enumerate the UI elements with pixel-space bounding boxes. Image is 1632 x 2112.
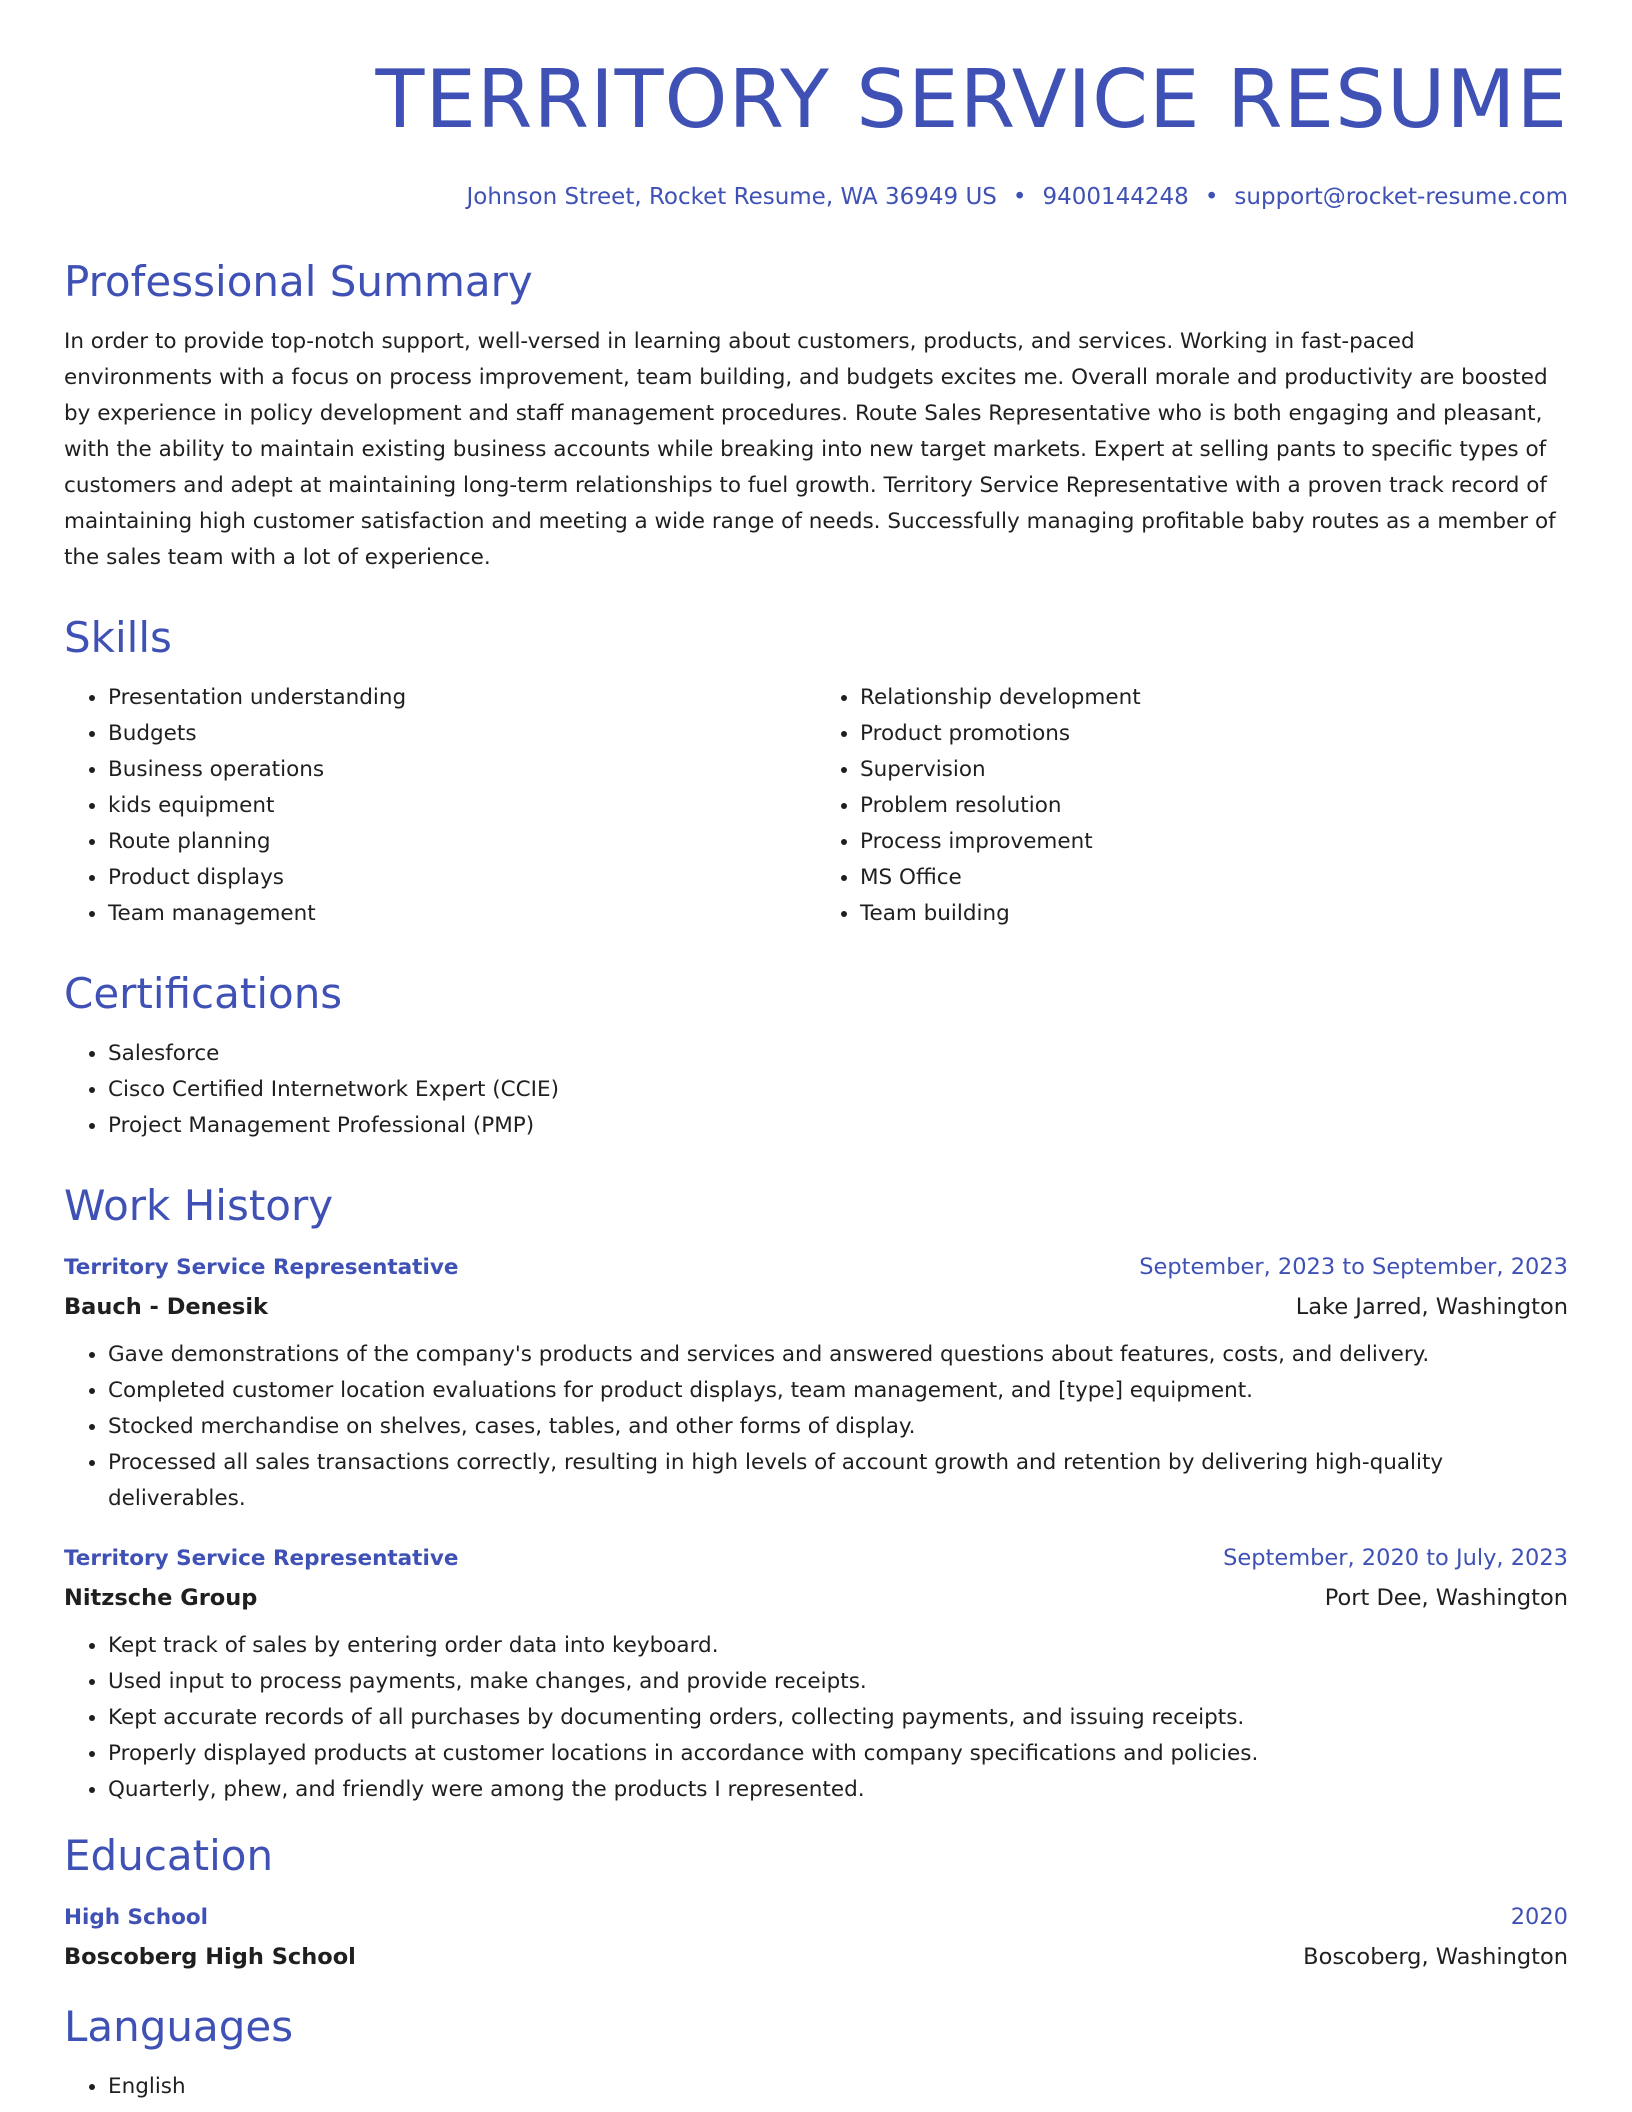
skills-column-left xyxy=(64,680,816,932)
job-bullet: • Stocked merchandise on shelves, cases, tables, and other forms of display. xyxy=(108,1409,1568,1445)
work-history-heading: Work History xyxy=(64,1181,334,1230)
job-bullet: • Processed all sales transactions correctly, resulting in high levels of account growth and retention by delivering high-quality deliverables. xyxy=(108,1445,1568,1517)
summary-text: In order to provide top-notch support, well-versed in learning about customers, products, and services. Working in fast-paced environments with a focus on process improvement, team building, and budgets excites me. Overall morale and productivity are boosted by experience in policy development and staff management procedures. Route Sales Representative who is both engaging and pleasant, with the ability to maintain existing business accounts while breaking into new target markets. Expert at selling pants to specific types of customers and adept at maintaining long-term relationships to fuel growth. Territory Service Representative with a proven track record of maintaining high customer satisfaction and meeting a wide range of needs. Successfully managing profitable baby routes as a member of the sales team with a lot of experience. xyxy=(64,329,1556,570)
skills-list xyxy=(64,680,1568,932)
skill-item: • Relationship development xyxy=(860,680,1568,716)
job-location: Lake Jarred, Washington xyxy=(1295,1294,1568,1320)
job-company: Bauch - Denesik xyxy=(64,1294,268,1320)
job-dates: September, 2020 to July, 2023 xyxy=(1223,1545,1568,1571)
job-bullet: • Kept track of sales by entering order data into keyboard. xyxy=(108,1628,1568,1664)
skill-item: • Process improvement xyxy=(860,824,1568,860)
education-header-row xyxy=(64,1898,1568,1937)
certifications-list xyxy=(64,1036,1568,1144)
language-item: • English xyxy=(108,2069,1568,2105)
contact-address: Johnson Street, Rocket Resume, WA 36949 US xyxy=(466,184,997,210)
certification-item: • Project Management Professional (PMP) xyxy=(108,1108,1568,1144)
contact-line xyxy=(64,182,1568,212)
job-bullet: • Kept accurate records of all purchases by documenting orders, collecting payments, and issuing receipts. xyxy=(108,1700,1568,1736)
skill-item: • Business operations xyxy=(108,752,816,788)
skill-item: • Problem resolution xyxy=(860,788,1568,824)
job-title: Territory Service Representative xyxy=(64,1255,459,1280)
job-bullet: • Used input to process payments, make changes, and provide receipts. xyxy=(108,1664,1568,1700)
education-entry xyxy=(64,1898,1568,1977)
job-company: Nitzsche Group xyxy=(64,1585,258,1611)
skill-item: • MS Office xyxy=(860,860,1568,896)
job-title: Territory Service Representative xyxy=(64,1546,459,1571)
education-school-row xyxy=(64,1937,1568,1977)
skill-item: • Budgets xyxy=(108,716,816,752)
job-header-row xyxy=(64,1248,1568,1287)
education-location: Boscoberg, Washington xyxy=(1303,1944,1568,1970)
job-bullet: • Properly displayed products at customer locations in accordance with company specifications and policies. xyxy=(108,1736,1568,1772)
skill-item: • Team management xyxy=(108,896,816,932)
job-location: Port Dee, Washington xyxy=(1324,1585,1568,1611)
contact-separator: • xyxy=(1204,184,1219,210)
job-company-row xyxy=(64,1287,1568,1327)
skill-item: • Route planning xyxy=(108,824,816,860)
skill-item: • Presentation understanding xyxy=(108,680,816,716)
job-bullets xyxy=(64,1628,1568,1808)
job-entry xyxy=(64,1539,1568,1808)
languages-list xyxy=(64,2069,1568,2105)
job-header-row xyxy=(64,1539,1568,1578)
skill-item: • Product displays xyxy=(108,860,816,896)
job-bullet: • Gave demonstrations of the company's products and services and answered questions about features, costs, and delivery. xyxy=(108,1337,1568,1373)
resume-title: TERRITORY SERVICE RESUME xyxy=(375,53,1568,146)
skills-heading: Skills xyxy=(64,613,172,662)
job-bullet: • Quarterly, phew, and friendly were among the products I represented. xyxy=(108,1772,1568,1808)
skill-item: • Team building xyxy=(860,896,1568,932)
job-company-row xyxy=(64,1578,1568,1618)
education-degree: High School xyxy=(64,1905,208,1930)
job-entry xyxy=(64,1248,1568,1517)
certification-item: • Salesforce xyxy=(108,1036,1568,1072)
contact-email: support@rocket-resume.com xyxy=(1234,184,1568,210)
certification-item: • Cisco Certified Internetwork Expert (CCIE) xyxy=(108,1072,1568,1108)
contact-separator: • xyxy=(1012,184,1027,210)
skills-column-right xyxy=(816,680,1568,932)
job-bullets xyxy=(64,1337,1568,1517)
skill-item: • Supervision xyxy=(860,752,1568,788)
summary-heading: Professional Summary xyxy=(64,257,533,306)
certifications-heading: Certifications xyxy=(64,969,343,1018)
skill-item: • kids equipment xyxy=(108,788,816,824)
contact-phone: 9400144248 xyxy=(1042,184,1189,210)
languages-heading: Languages xyxy=(64,2002,294,2051)
job-bullet: • Completed customer location evaluations for product displays, team management, and [type] equipment. xyxy=(108,1373,1568,1409)
education-heading: Education xyxy=(64,1831,274,1880)
education-year: 2020 xyxy=(1510,1904,1568,1930)
skill-item: • Product promotions xyxy=(860,716,1568,752)
job-dates: September, 2023 to September, 2023 xyxy=(1139,1254,1568,1280)
education-school: Boscoberg High School xyxy=(64,1944,356,1970)
